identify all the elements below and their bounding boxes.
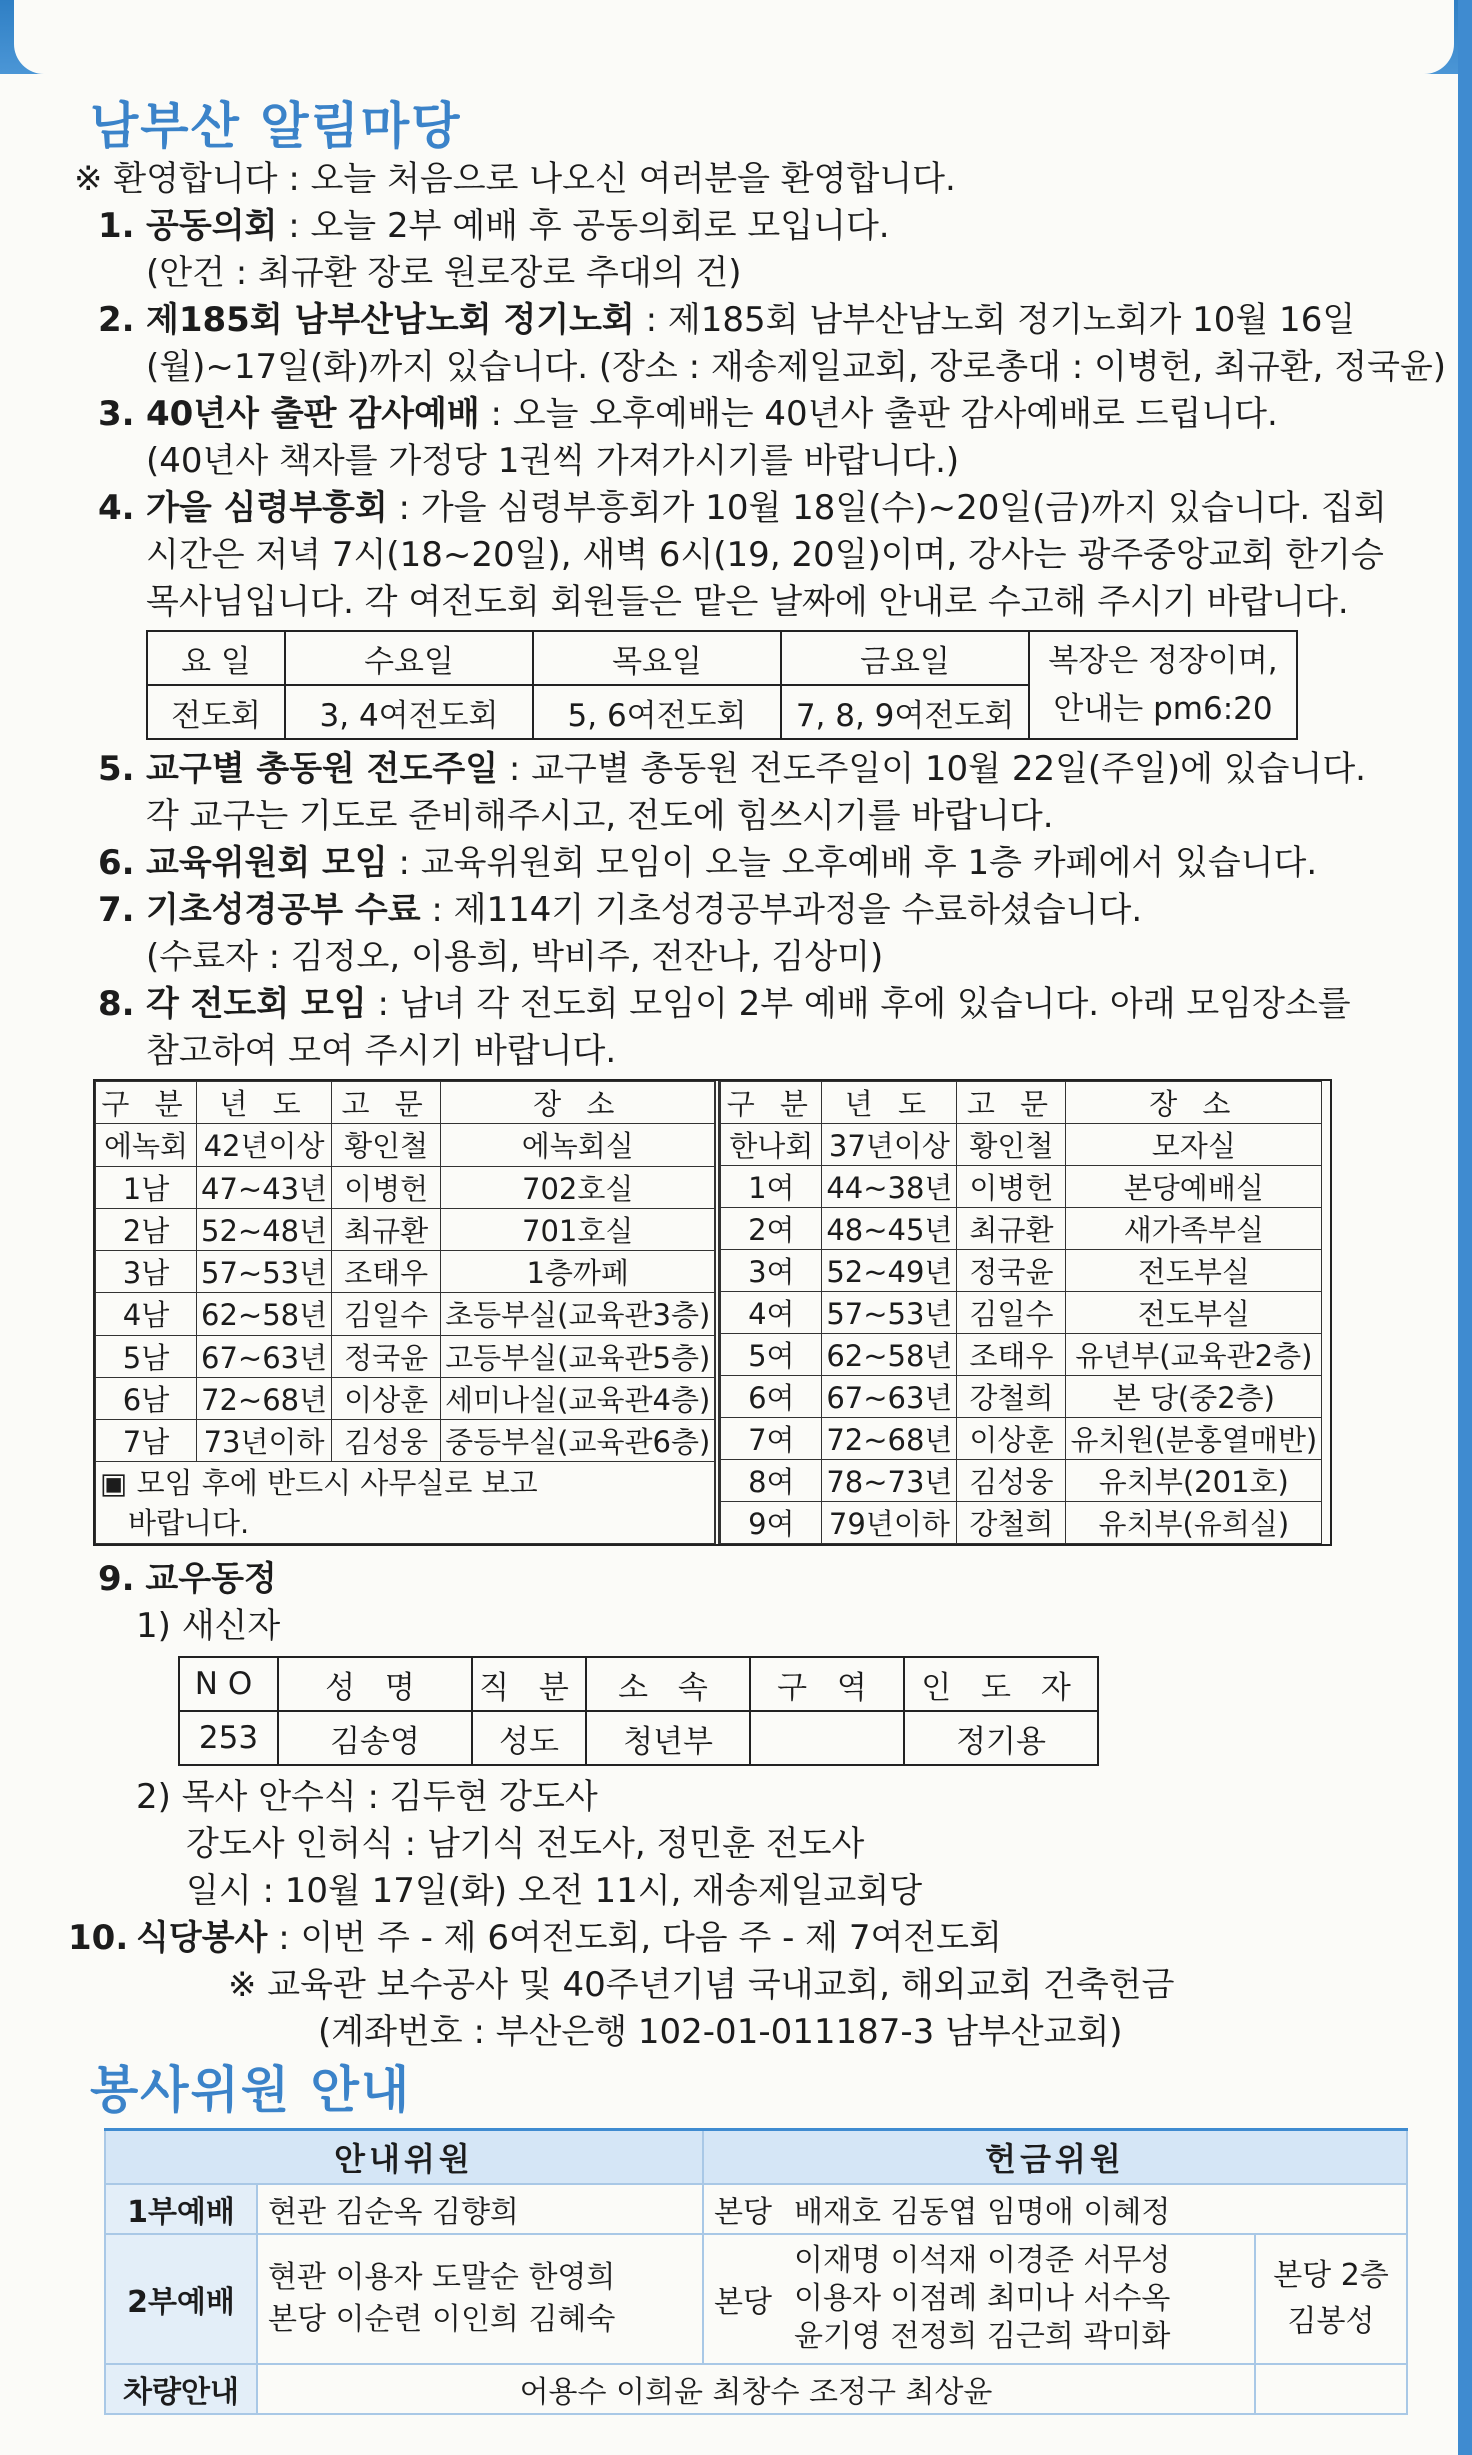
- item-number: 6.: [98, 843, 135, 883]
- cell: 정국윤: [332, 1335, 441, 1377]
- cell: 5남: [96, 1335, 197, 1377]
- note-line: 안내는 pm6:20: [1053, 691, 1273, 727]
- table-row: [721, 1418, 1322, 1460]
- note-line: ▣ 모임 후에 반드시 사무실로 보고: [100, 1465, 538, 1500]
- table-row: [721, 1502, 1322, 1544]
- item-line: [98, 391, 1408, 438]
- table-row: [721, 1334, 1322, 1376]
- ordination-text: 2) 목사 안수식 : 김두현 강도사: [136, 1777, 598, 1817]
- cell: 최규환: [957, 1208, 1066, 1250]
- cell: 37년이상: [822, 1124, 957, 1166]
- cell: 인 도 자: [904, 1657, 1098, 1711]
- item-heading: 교우동정: [145, 1559, 277, 1599]
- offering-header: 헌금위원: [703, 2130, 1407, 2185]
- offering-names: 이용자 이점례 최미나 서수옥: [794, 2281, 1171, 2316]
- cell: 1층까페: [441, 1251, 718, 1293]
- top-border-curve: [14, 0, 1454, 74]
- cell: 48~45년: [822, 1208, 957, 1250]
- item-continuation: 참고하여 모여 주시기 바랍니다.: [146, 1031, 617, 1071]
- cell: 6남: [96, 1377, 197, 1419]
- cell: 한나회: [721, 1124, 822, 1166]
- note-line: 복장은 정장이며,: [1048, 643, 1278, 679]
- cell: 78~73년: [822, 1460, 957, 1502]
- cell: 4여: [721, 1292, 822, 1334]
- cell: 장 소: [1066, 1082, 1322, 1124]
- table-row: [96, 1420, 718, 1462]
- cell: 8여: [721, 1460, 822, 1502]
- notice-item-1: [68, 203, 1408, 297]
- cell: 모자실: [1066, 1124, 1322, 1166]
- cell: 7, 8, 9여전도회: [781, 685, 1029, 739]
- item-text: : 제185회 남부산남노회 정기노회가 10월 16일: [634, 300, 1356, 340]
- item-continuation: (안건 : 최규환 장로 원로장로 추대의 건): [146, 253, 742, 293]
- item-number: 2.: [98, 300, 135, 340]
- cell: 고등부실(교육관5층): [441, 1335, 718, 1377]
- cell: 세미나실(교육관4층): [441, 1377, 718, 1419]
- cell: 42년이상: [197, 1124, 332, 1166]
- usher-names: 현관 김순옥 김향희: [257, 2184, 703, 2234]
- notice-item-8: [68, 981, 1408, 1546]
- cell: 조태우: [957, 1334, 1066, 1376]
- notice-item-10: [68, 1915, 1408, 1962]
- item-continuation: 시간은 저녁 7시(18~20일), 새벽 6시(19, 20일)이며, 강사는 광주중앙교회 한기승: [146, 535, 1384, 575]
- item-number: 4.: [98, 488, 135, 528]
- meeting-table-left: [95, 1081, 720, 1544]
- cell: 김송영: [278, 1711, 472, 1765]
- cell: 6여: [721, 1376, 822, 1418]
- cell: 7여: [721, 1418, 822, 1460]
- notice-item-6: [68, 840, 1408, 887]
- cell: 직 분: [472, 1657, 586, 1711]
- item-text: : 가을 심령부흥회가 10월 18일(수)~20일(금)까지 있습니다. 집회: [387, 488, 1387, 528]
- cell: 최규환: [332, 1208, 441, 1250]
- cell: 이상훈: [332, 1377, 441, 1419]
- item-line: [98, 840, 1408, 887]
- cell: 김일수: [332, 1293, 441, 1335]
- service-table: [104, 2128, 1408, 2415]
- cell: 에녹회실: [441, 1124, 718, 1166]
- cell: 47~43년: [197, 1166, 332, 1208]
- notice-content: [68, 96, 1447, 2056]
- cell: 황인철: [957, 1124, 1066, 1166]
- item-text: : 오늘 오후예배는 40년사 출판 감사예배로 드립니다.: [479, 394, 1278, 434]
- row-label: 차량안내: [105, 2364, 257, 2414]
- item-number: 5.: [98, 749, 135, 789]
- meeting-tables: [93, 1079, 1332, 1546]
- vehicle-names: 어용수 이희윤 최창수 조정구 최상윤: [257, 2364, 1255, 2414]
- right-border: [1458, 0, 1472, 2455]
- extra-place: 본당 2층: [1273, 2258, 1389, 2293]
- item-heading: 가을 심령부흥회: [146, 488, 388, 528]
- cell: 김성웅: [332, 1420, 441, 1462]
- item-text: : 제114기 기초성경공부과정을 수료하셨습니다.: [420, 890, 1143, 930]
- cell: 청년부: [586, 1711, 750, 1765]
- item-heading: 교구별 총동원 전도주일: [146, 749, 499, 789]
- cell: 3, 4여전도회: [285, 685, 533, 739]
- offering-place: 본당: [703, 2184, 784, 2234]
- cell: 1여: [721, 1166, 822, 1208]
- cell: 701호실: [441, 1208, 718, 1250]
- cell: 황인철: [332, 1124, 441, 1166]
- table-row: [96, 1208, 718, 1250]
- cell: 3남: [96, 1251, 197, 1293]
- new-member-subtitle: 1) 새신자: [136, 1606, 281, 1646]
- item-line: [98, 887, 1408, 934]
- notice-item-3: [68, 391, 1408, 485]
- offering-place: 본당: [703, 2234, 784, 2364]
- notice-item-2: [68, 297, 1447, 391]
- item-line: [98, 746, 1408, 793]
- item-heading: 각 전도회 모임: [146, 984, 367, 1024]
- cell: 이병헌: [957, 1166, 1066, 1208]
- meeting-table-right: [720, 1081, 1322, 1544]
- cell: 4남: [96, 1293, 197, 1335]
- cell: 초등부실(교육관3층): [441, 1293, 718, 1335]
- cell: 강철희: [957, 1502, 1066, 1544]
- cell: 정기용: [904, 1711, 1098, 1765]
- item-heading: 교육위원회 모임: [146, 843, 388, 883]
- cell: [750, 1711, 904, 1765]
- item-text: : 오늘 2부 예배 후 공동의회로 모입니다.: [277, 206, 890, 246]
- table-row: [721, 1124, 1322, 1166]
- license-text: 강도사 인허식 : 남기식 전도사, 정민훈 전도사: [186, 1824, 865, 1864]
- cell: 장 소: [441, 1082, 718, 1124]
- cell: 김일수: [957, 1292, 1066, 1334]
- item-text: : 교육위원회 모임이 오늘 오후예배 후 1층 카페에서 있습니다.: [387, 843, 1318, 883]
- extra-name: 김봉성: [1287, 2304, 1375, 2339]
- table-row: [721, 1166, 1322, 1208]
- cell: 52~48년: [197, 1208, 332, 1250]
- item-heading: 식당봉사: [136, 1918, 268, 1958]
- cell: 고 문: [332, 1082, 441, 1124]
- cell: 유치부(201호): [1066, 1460, 1322, 1502]
- item-text: : 남녀 각 전도회 모임이 2부 예배 후에 있습니다. 아래 모임장소를: [366, 984, 1351, 1024]
- cell: 수요일: [285, 631, 533, 685]
- item-line: [98, 203, 1408, 250]
- cell: 2남: [96, 1208, 197, 1250]
- cell: 7남: [96, 1420, 197, 1462]
- cell: 이병헌: [332, 1166, 441, 1208]
- item-text: : 교구별 총동원 전도주일이 10월 22일(주일)에 있습니다.: [498, 749, 1366, 789]
- cell: 5여: [721, 1334, 822, 1376]
- offering-names: 윤기영 전정희 김근희 곽미화: [794, 2319, 1171, 2354]
- cell: 3여: [721, 1250, 822, 1292]
- cell: 년 도: [822, 1082, 957, 1124]
- table-row: [721, 1460, 1322, 1502]
- cell: 구 역: [750, 1657, 904, 1711]
- note-line: 바랍니다.: [128, 1505, 250, 1540]
- cell: 전도부실: [1066, 1250, 1322, 1292]
- cell: 새가족부실: [1066, 1208, 1322, 1250]
- notice-list: [68, 203, 1447, 1546]
- cell: 조태우: [332, 1251, 441, 1293]
- item-number: 7.: [98, 890, 135, 930]
- table-row: [721, 1376, 1322, 1418]
- cell: 중등부실(교육관6층): [441, 1420, 718, 1462]
- cell: 금요일: [781, 631, 1029, 685]
- cell: 253: [179, 1711, 278, 1765]
- usher-header: 안내위원: [105, 2130, 703, 2185]
- schedule-text: 일시 : 10월 17일(화) 오전 11시, 재송제일교회당: [186, 1871, 923, 1911]
- item-continuation: (수료자 : 김정오, 이용희, 박비주, 전잔나, 김상미): [146, 937, 884, 977]
- cell: 목요일: [533, 631, 781, 685]
- table-row: [96, 1335, 718, 1377]
- offering-notice: ※ 교육관 보수공사 및 40주년기념 국내교회, 해외교회 건축헌금: [228, 1965, 1175, 2005]
- cell: 전도부실: [1066, 1292, 1322, 1334]
- notice-item-9: [68, 1556, 1408, 1915]
- table-row: [96, 1377, 718, 1419]
- item-number: 1.: [98, 206, 135, 246]
- cell: 1남: [96, 1166, 197, 1208]
- welcome-text: ※ 환영합니다 : 오늘 처음으로 나오신 여러분을 환영합니다.: [74, 159, 956, 199]
- cell: 고 문: [957, 1082, 1066, 1124]
- cell: 년 도: [197, 1082, 332, 1124]
- cell: 구 분: [721, 1082, 822, 1124]
- notice-item-4: [68, 485, 1408, 740]
- service-title: 봉사위원 안내: [90, 2061, 412, 2119]
- notice-item-5: [68, 746, 1408, 840]
- cell: 전도회: [147, 685, 285, 739]
- item-text: : 이번 주 - 제 6여전도회, 다음 주 - 제 7여전도회: [267, 1918, 1002, 1958]
- page-title: 남부산 알림마당: [90, 97, 462, 155]
- account-number: (계좌번호 : 부산은행 102-01-011187-3 남부산교회): [318, 2012, 1123, 2052]
- item-number: 9.: [98, 1559, 135, 1599]
- cell: 본당예배실: [1066, 1166, 1322, 1208]
- item-heading: 제185회 남부산남노회 정기노회: [146, 300, 635, 340]
- table-row: [721, 1250, 1322, 1292]
- item-line: [98, 485, 1408, 532]
- item-heading: 40년사 출판 감사예배: [146, 394, 480, 434]
- item-line: [98, 981, 1408, 1028]
- cell: 김성웅: [957, 1460, 1066, 1502]
- revival-note: [1029, 631, 1297, 739]
- cell: 72~68년: [822, 1418, 957, 1460]
- cell: 강철희: [957, 1376, 1066, 1418]
- item-number: 8.: [98, 984, 135, 1024]
- cell: 72~68년: [197, 1377, 332, 1419]
- cell: 에녹회: [96, 1124, 197, 1166]
- cell: 44~38년: [822, 1166, 957, 1208]
- cell: 소 속: [586, 1657, 750, 1711]
- item-continuation: 각 교구는 기도로 준비해주시고, 전도에 힘쓰시기를 바랍니다.: [146, 796, 1054, 836]
- row-label: 2부예배: [105, 2234, 257, 2364]
- cell: 본 당(중2층): [1066, 1376, 1322, 1418]
- cell: 유년부(교육관2층): [1066, 1334, 1322, 1376]
- cell: 요 일: [147, 631, 285, 685]
- table-row: [721, 1292, 1322, 1334]
- table-row: [96, 1251, 718, 1293]
- offering-names: 이재명 이석재 이경준 서무성: [794, 2243, 1171, 2278]
- new-member-table: [178, 1656, 1099, 1766]
- cell: 성도: [472, 1711, 586, 1765]
- item-number: 3.: [98, 394, 135, 434]
- row-label: 1부예배: [105, 2184, 257, 2234]
- cell: 유치부(유희실): [1066, 1502, 1322, 1544]
- table-row: [96, 1124, 718, 1166]
- item-continuation: (40년사 책자를 가정당 1권씩 가져가시기를 바랍니다.): [146, 441, 960, 481]
- cell: 정국윤: [957, 1250, 1066, 1292]
- cell: 57~53년: [197, 1251, 332, 1293]
- meeting-note: [96, 1462, 718, 1544]
- cell: 702호실: [441, 1166, 718, 1208]
- offering-names: 배재호 김동엽 임명애 이혜정: [784, 2184, 1407, 2234]
- cell: NO: [179, 1657, 278, 1711]
- cell: 73년이하: [197, 1420, 332, 1462]
- table-row: [96, 1166, 718, 1208]
- cell: 유치원(분홍열매반): [1066, 1418, 1322, 1460]
- cell: 67~63년: [822, 1376, 957, 1418]
- usher-names: 현관 이용자 도말순 한영희: [268, 2260, 616, 2295]
- cell: 57~53년: [822, 1292, 957, 1334]
- item-heading: 기초성경공부 수료: [146, 890, 421, 930]
- cell: 성 명: [278, 1657, 472, 1711]
- item-number: 10.: [68, 1918, 129, 1958]
- cell: 62~58년: [822, 1334, 957, 1376]
- usher-names: 본당 이순련 이인희 김혜숙: [268, 2302, 616, 2337]
- cell: 62~58년: [197, 1293, 332, 1335]
- table-row: [96, 1293, 718, 1335]
- cell: 52~49년: [822, 1250, 957, 1292]
- cell: 9여: [721, 1502, 822, 1544]
- cell: 67~63년: [197, 1335, 332, 1377]
- item-continuation: 목사님입니다. 각 여전도회 회원들은 맡은 날짜에 안내로 수고해 주시기 바랍니다.: [146, 582, 1349, 622]
- item-continuation: (월)~17일(화)까지 있습니다. (장소 : 재송제일교회, 장로총대 : 이병헌, 최규환, 정국윤): [146, 347, 1447, 387]
- cell: 2여: [721, 1208, 822, 1250]
- cell: 79년이하: [822, 1502, 957, 1544]
- notice-item-7: [68, 887, 1408, 981]
- cell: 구 분: [96, 1082, 197, 1124]
- item-heading: 공동의회: [146, 206, 278, 246]
- table-row: [721, 1208, 1322, 1250]
- cell: 이상훈: [957, 1418, 1066, 1460]
- item-line: [98, 297, 1408, 344]
- cell: 5, 6여전도회: [533, 685, 781, 739]
- revival-table: [146, 630, 1298, 740]
